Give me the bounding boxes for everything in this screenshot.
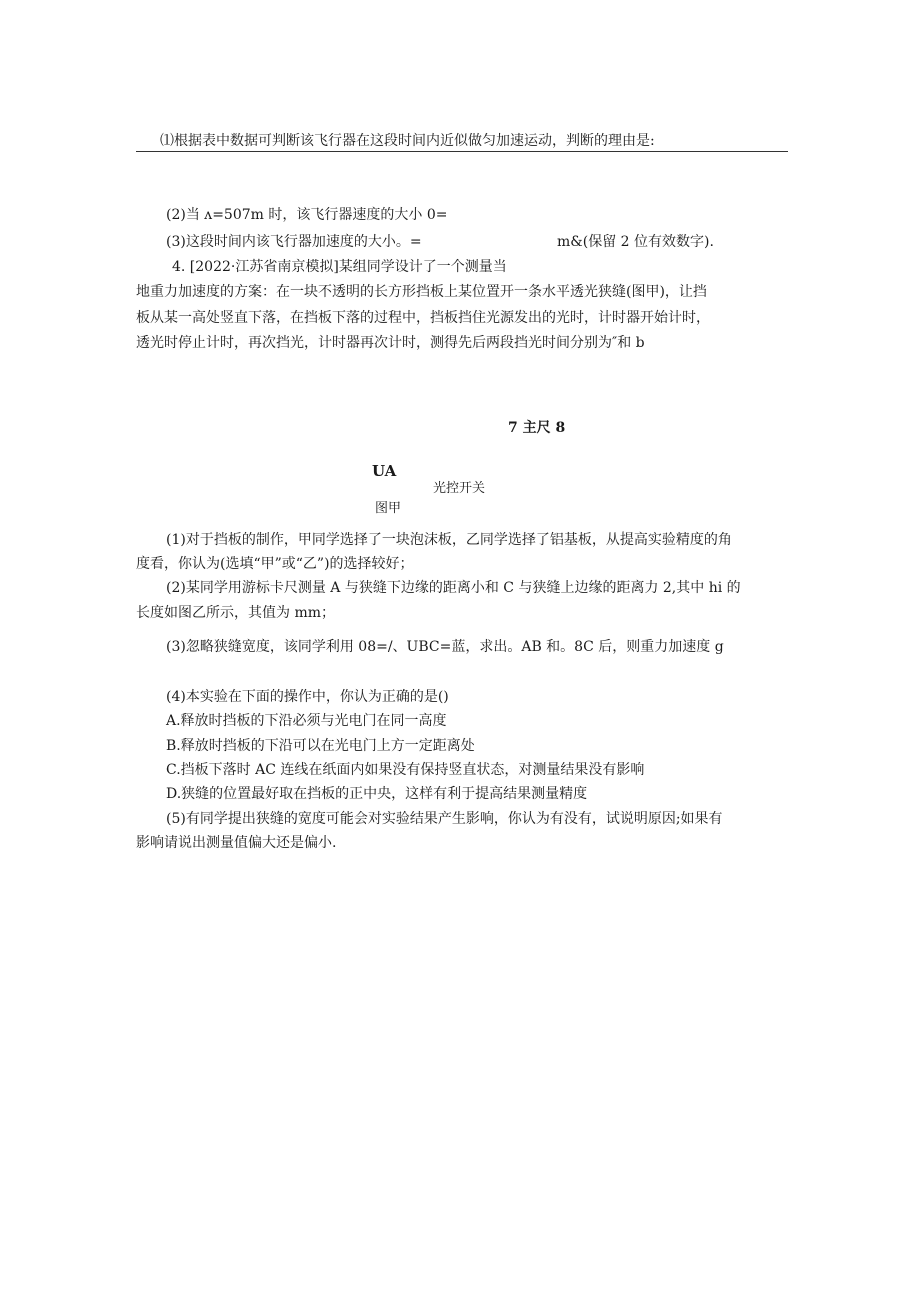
figure-label-main-scale: 7 主尺 8	[508, 420, 566, 436]
question-2: (2)当 ʌ=507m 时，该飞行器速度的大小 0=	[166, 207, 448, 223]
answer-rule-1	[136, 151, 788, 152]
figure-label-switch: 光控开关	[433, 481, 486, 496]
sub-question-1-line-2: 度看，你认为(选填“甲”或“乙”)的选择较好；	[136, 556, 414, 572]
sub-question-4: (4)本实验在下面的操作中，你认为正确的是()	[166, 689, 449, 705]
sub-question-5-line-2: 影响请说出测量值偏大还是偏小.	[136, 835, 337, 851]
sub-question-2-line-1: (2)某同学用游标卡尺测量 A 与狭缝下边缘的距离小和 C 与狭缝上边缘的距离力 2,其中 hi 的	[166, 580, 741, 596]
question-3-right: m&(保留 2 位有效数字).	[557, 234, 714, 250]
option-c: C.挡板下落时 AC 连线在纸面内如果没有保持竖直状态，对测量结果没有影响	[166, 762, 645, 778]
sub-question-5-line-1: (5)有同学提出狭缝的宽度可能会对实验结果产生影响，你认为有没有，试说明原因;如果有	[166, 811, 723, 827]
sub-question-2-line-2: 长度如图乙所示，其值为 mm；	[136, 605, 336, 621]
sub-question-1-line-1: (1)对于挡板的制作，甲同学选择了一块泡沫板，乙同学选择了铝基板，从提高实验精度的角	[166, 532, 732, 548]
figure-caption: 图甲	[375, 501, 402, 516]
question-1: ⑴根据表中数据可判断该飞行器在这段时间内近似做匀加速运动，判断的理由是:	[160, 133, 655, 149]
option-a: A.释放时挡板的下沿必须与光电门在同一高度	[166, 713, 447, 729]
problem-4-line-1: 4. [2022·江苏省南京模拟]某组同学设计了一个测量当	[172, 259, 507, 275]
sub-question-3: (3)忽略狭缝宽度，该同学利用 08=/、UBC=蓝，求出。AB 和。8C 后，则重力加速度 g	[166, 639, 724, 655]
problem-4-line-3: 板从某一高处竖直下落，在挡板下落的过程中，挡板挡住光源发出的光时，计时器开始计时，	[136, 310, 710, 326]
question-3-left: (3)这段时间内该飞行器加速度的大小。=	[166, 234, 422, 250]
problem-4-line-2: 地重力加速度的方案：在一块不透明的长方形挡板上某位置开一条水平透光狭缝(图甲)，让挡	[136, 284, 707, 300]
figure-label-ua: UA	[372, 462, 397, 480]
problem-4-line-4: 透光时停止计时，再次挡光，计时器再次计时，测得先后两段挡光时间分别为″和 b	[136, 335, 645, 351]
option-b: B.释放时挡板的下沿可以在光电门上方一定距离处	[166, 738, 475, 754]
option-d: D.狭缝的位置最好取在挡板的正中央，这样有利于提高结果测量精度	[166, 786, 588, 802]
